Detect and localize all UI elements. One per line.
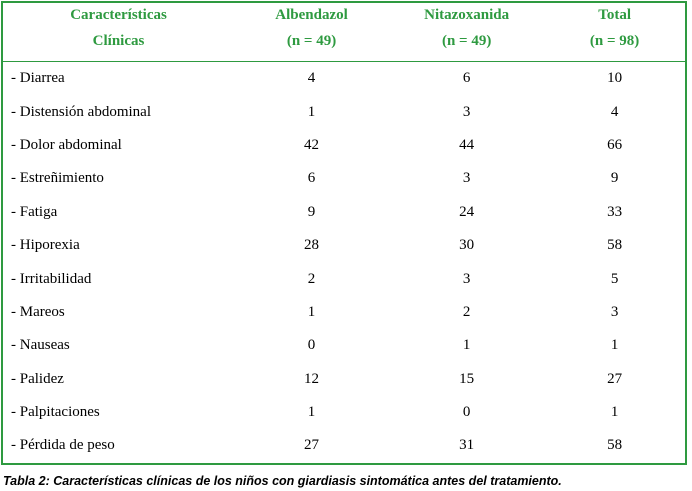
row-label: - Dolor abdominal — [11, 136, 122, 153]
header-total: Total — [598, 7, 632, 23]
table-row — [3, 229, 685, 262]
albendazol-value: 4 — [307, 70, 316, 87]
total-value: 1 — [610, 337, 619, 354]
total-value: 4 — [610, 103, 619, 120]
nitazoxanida-value: 0 — [462, 404, 471, 421]
albendazol-value: 0 — [307, 337, 316, 354]
header-albendazol: Albendazol — [275, 7, 348, 23]
nitazoxanida-value: 15 — [459, 370, 475, 387]
albendazol-value: 6 — [307, 170, 316, 187]
albendazol-value: 1 — [307, 404, 316, 421]
nitazoxanida-value: 44 — [459, 136, 475, 153]
nitazoxanida-value: 1 — [462, 337, 471, 354]
header-total-n: (n = 98) — [589, 33, 640, 49]
total-value: 5 — [610, 270, 619, 287]
albendazol-value: 9 — [307, 203, 316, 220]
table-row — [3, 329, 685, 362]
total-value: 3 — [610, 303, 619, 320]
albendazol-value: 1 — [307, 303, 316, 320]
total-value: 58 — [607, 237, 623, 254]
row-label: - Hiporexia — [11, 237, 80, 254]
row-label: - Pérdida de peso — [11, 437, 115, 454]
header-nitazoxanida: Nitazoxanida — [424, 7, 510, 23]
table-row — [3, 296, 685, 329]
table-row — [3, 62, 685, 96]
table-row — [3, 196, 685, 229]
header-row-2 — [3, 33, 685, 62]
table-row — [3, 396, 685, 429]
row-label: - Diarrea — [11, 70, 65, 87]
albendazol-value: 12 — [304, 370, 320, 387]
albendazol-value: 42 — [304, 136, 320, 153]
total-value: 1 — [610, 404, 619, 421]
table-row — [3, 95, 685, 128]
row-label: - Irritabilidad — [11, 270, 92, 287]
table-row — [3, 363, 685, 396]
total-value: 9 — [610, 170, 619, 187]
row-label: - Palidez — [11, 370, 64, 387]
row-label: - Distensión abdominal — [11, 103, 151, 120]
total-value: 10 — [607, 70, 623, 87]
table-row — [3, 129, 685, 162]
nitazoxanida-value: 30 — [459, 237, 475, 254]
row-label: - Nauseas — [11, 337, 70, 354]
nitazoxanida-value: 3 — [462, 103, 471, 120]
total-value: 58 — [607, 437, 623, 454]
nitazoxanida-value: 3 — [462, 170, 471, 187]
header-characteristics: Características — [70, 7, 167, 23]
nitazoxanida-value: 6 — [462, 70, 471, 87]
nitazoxanida-value: 3 — [462, 270, 471, 287]
total-value: 33 — [607, 203, 623, 220]
row-label: - Palpitaciones — [11, 404, 100, 421]
table-caption: Tabla 2: Características clínicas de los niños con giardiasis sintomática antes del tratamiento. — [3, 474, 562, 488]
table-row — [3, 262, 685, 295]
header-row-1 — [3, 3, 685, 33]
header-albendazol-n: (n = 49) — [286, 33, 337, 49]
total-value: 66 — [607, 136, 623, 153]
nitazoxanida-value: 31 — [459, 437, 475, 454]
table-frame — [1, 1, 687, 465]
albendazol-value: 1 — [307, 103, 316, 120]
row-label: - Estreñimiento — [11, 170, 104, 187]
albendazol-value: 27 — [304, 437, 320, 454]
header-clinicas: Clínicas — [92, 33, 145, 49]
albendazol-value: 2 — [307, 270, 316, 287]
nitazoxanida-value: 24 — [459, 203, 475, 220]
total-value: 27 — [607, 370, 623, 387]
row-label: - Fatiga — [11, 203, 58, 220]
clinical-characteristics-table — [3, 3, 685, 463]
header-nitazoxanida-n: (n = 49) — [441, 33, 492, 49]
table-row — [3, 162, 685, 195]
row-label: - Mareos — [11, 303, 65, 320]
table-row — [3, 429, 685, 462]
albendazol-value: 28 — [304, 237, 320, 254]
nitazoxanida-value: 2 — [462, 303, 471, 320]
